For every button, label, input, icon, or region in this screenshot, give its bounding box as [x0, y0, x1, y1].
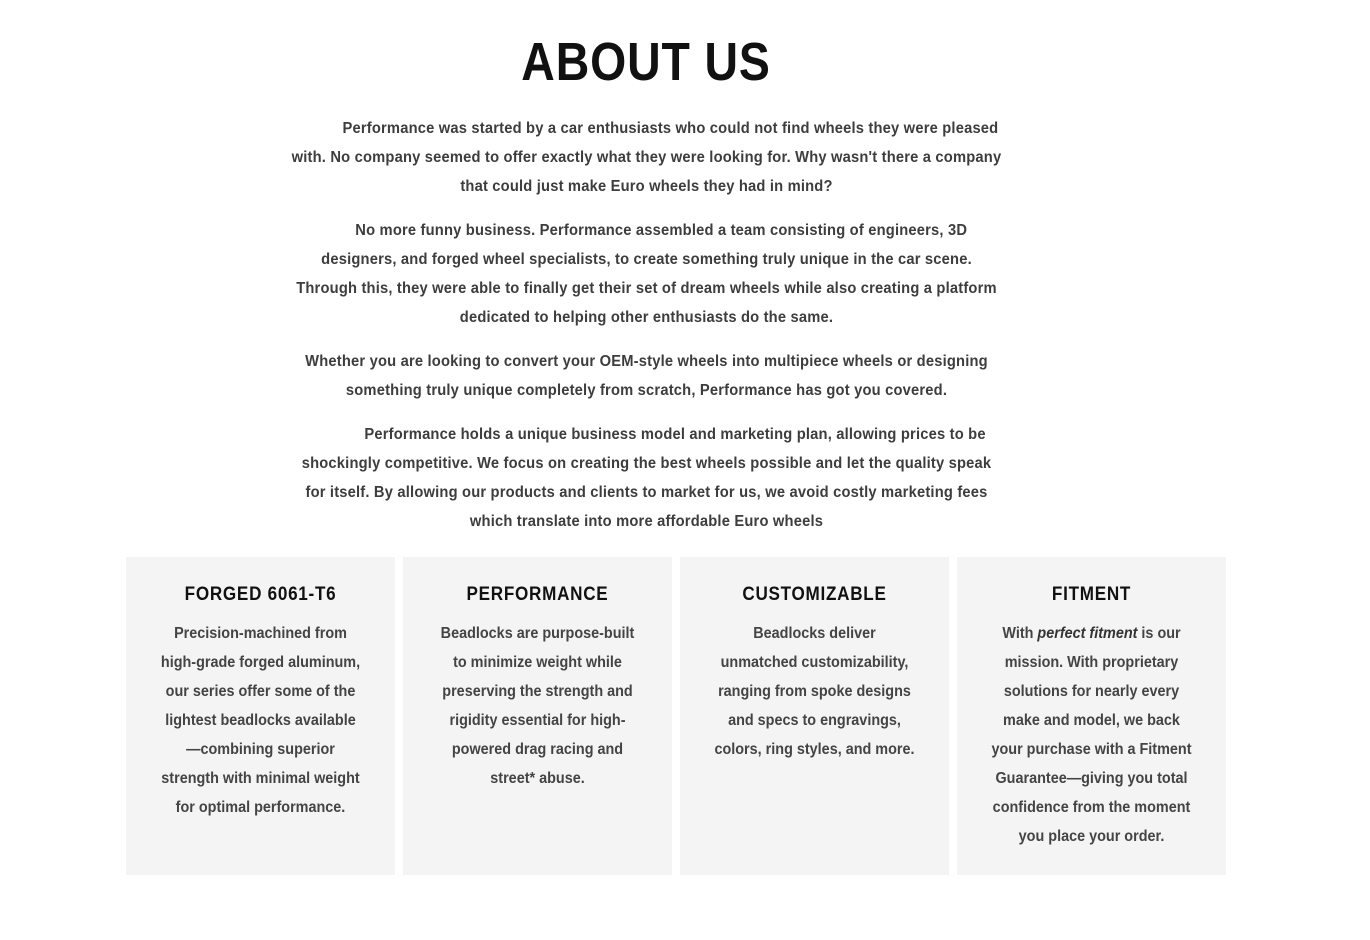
feature-description: [990, 619, 1193, 851]
feature-description: Precision-machined from high-grade forged aluminum, our series offer some of the lightest beadlocks available—combining superior strength with minimal weight for optimal performance.: [160, 625, 361, 816]
about-paragraph: [291, 216, 1002, 332]
about-body: [260, 114, 1033, 551]
feature-description: Beadlocks deliver unmatched customizability, ranging from spoke designs and specs to engravings, colors, ring styles, and more.: [714, 625, 915, 758]
about-paragraph-text: Whether you are looking to convert your OEM-style wheels into multipiece wheels or designing something truly unique completely from scratch, Performance has got you covered.: [305, 353, 988, 399]
feature-title: FORGED 6061-T6: [184, 584, 337, 605]
feature-description-emphasis: perfect fitment: [1037, 625, 1138, 642]
feature-card-customizable: [680, 557, 949, 875]
page-title: ABOUT US: [521, 32, 771, 92]
feature-card-forged: [126, 557, 395, 875]
feature-title: PERFORMANCE: [466, 584, 609, 605]
about-paragraph: [291, 420, 1002, 536]
about-paragraph-text: Performance was started by a car enthusiasts who could not find wheels they were pleased with. No company seemed to offer exactly what they were looking for. Why wasn't there a company that could just make Euro wheels they had in mind?: [291, 120, 1002, 195]
feature-card-performance: [403, 557, 672, 875]
feature-description-rest: is our mission. With proprietary solutions for nearly every make and model, we back your purchase with a Fitment Guarantee—giving you total confidence from the moment you place your order.: [991, 625, 1192, 845]
feature-description: Beadlocks are purpose-built to minimize weight while preserving the strength and rigidity essential for high-powered drag racing and street* abuse.: [440, 625, 635, 787]
feature-title: CUSTOMIZABLE: [742, 584, 887, 605]
feature-description-lead: With: [1002, 625, 1038, 642]
about-paragraph: [291, 114, 1002, 201]
features-grid: [126, 557, 1226, 875]
about-paragraph-text: No more funny business. Performance assembled a team consisting of engineers, 3D designers, and forged wheel specialists, to create something truly unique in the car scene. Through this, they were able to finally get their set of dream wheels while also creating a platform dedicated to helping other enthusiasts do the same.: [296, 222, 997, 326]
about-paragraph: [291, 347, 1002, 405]
feature-card-fitment: [957, 557, 1226, 875]
feature-title: FITMENT: [1051, 584, 1132, 605]
about-paragraph-text: Performance holds a unique business model and marketing plan, allowing prices to be shockingly competitive. We focus on creating the best wheels possible and let the quality speak for itself. By allowing our products and clients to market for us, we avoid costly marketing fees which translate into more affordable Euro wheels: [301, 426, 992, 530]
